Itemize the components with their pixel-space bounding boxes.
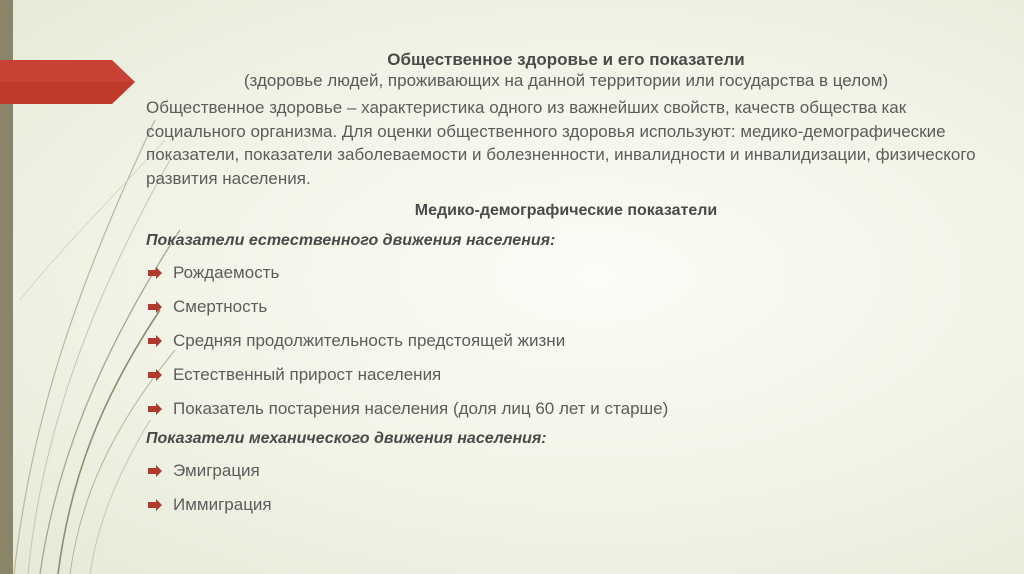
list-item-label: Смертность bbox=[173, 297, 268, 316]
list-item-label: Эмиграция bbox=[173, 461, 260, 480]
slide-title: Общественное здоровье и его показатели bbox=[387, 50, 745, 69]
group-title-natural: Показатели естественного движения населения: bbox=[146, 232, 556, 249]
arrow-bullet-icon bbox=[148, 335, 162, 347]
arrow-bullet-icon bbox=[148, 267, 162, 279]
arrow-bullet-icon bbox=[148, 369, 162, 381]
group-title-mechanical: Показатели механического движения населения: bbox=[146, 430, 547, 447]
list-item-label: Средняя продолжительность предстоящей жизни bbox=[173, 331, 566, 350]
list-item bbox=[146, 460, 986, 482]
list-item bbox=[146, 330, 986, 352]
list-item-label: Показатель постарения населения (доля лиц 60 лет и старше) bbox=[173, 399, 669, 418]
list-item-label: Рождаемость bbox=[173, 263, 280, 282]
title-accent-arrow bbox=[0, 60, 135, 104]
arrow-bullet-icon bbox=[148, 403, 162, 415]
intro-paragraph: Общественное здоровье – характеристика одного из важнейших свойств, качеств общества как социального организма. Для оценки общественного здоровья используют: медико-демографические показатели, показатели заболеваемости и болезненности, инвалидности и инвалидизации, физического развития населения. bbox=[146, 98, 976, 188]
list-item bbox=[146, 262, 986, 284]
list-item bbox=[146, 364, 986, 386]
arrow-bullet-icon bbox=[148, 499, 162, 511]
natural-movement-list bbox=[146, 262, 986, 420]
list-item bbox=[146, 494, 986, 516]
list-item-label: Естественный прирост населения bbox=[173, 365, 442, 384]
section-heading: Медико-демографические показатели bbox=[414, 202, 718, 219]
slide-subtitle: (здоровье людей, проживающих на данной территории или государства в целом) bbox=[243, 71, 889, 90]
list-item-label: Иммиграция bbox=[173, 495, 272, 514]
list-item bbox=[146, 398, 986, 420]
arrow-bullet-icon bbox=[148, 465, 162, 477]
list-item bbox=[146, 296, 986, 318]
slide-content bbox=[146, 50, 986, 516]
mechanical-movement-list bbox=[146, 460, 986, 516]
arrow-bullet-icon bbox=[148, 301, 162, 313]
